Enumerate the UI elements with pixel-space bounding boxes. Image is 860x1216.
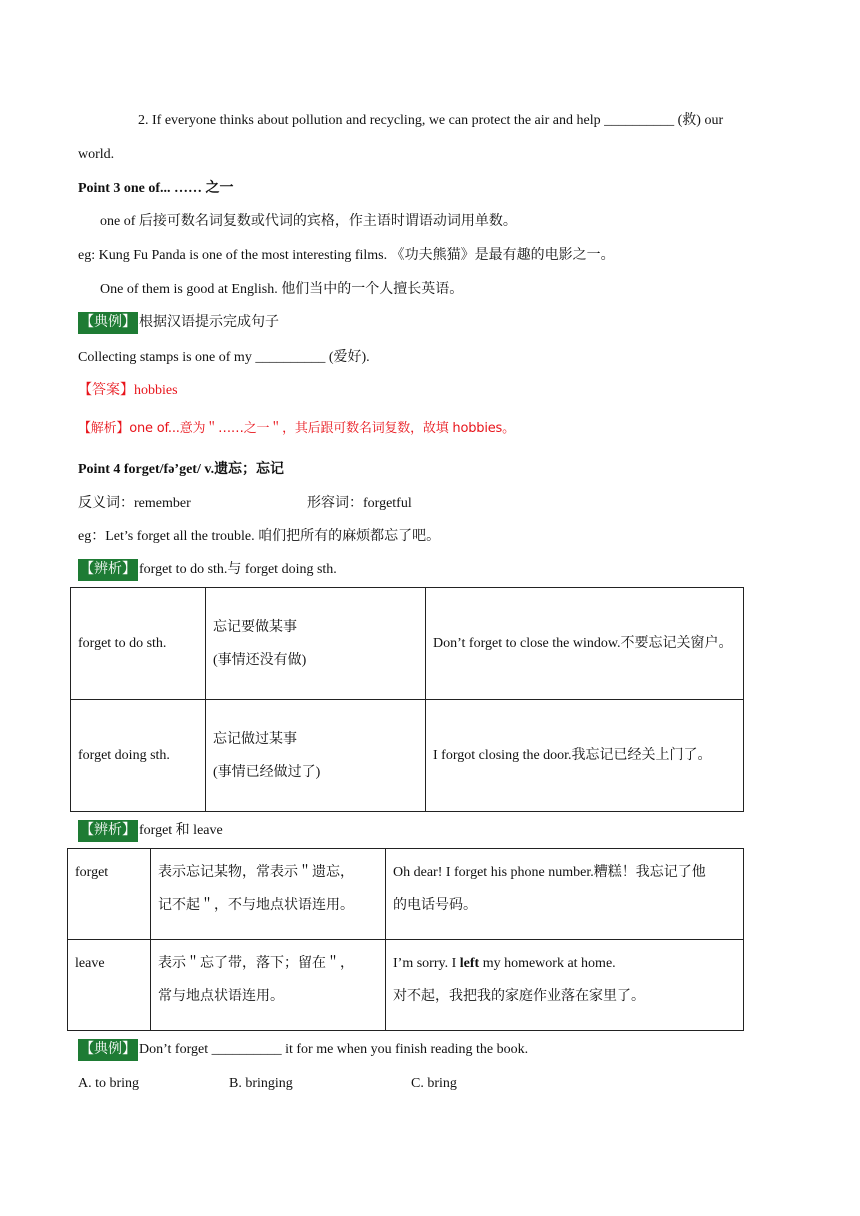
example-tag: 【典例】 [78, 312, 138, 334]
table-cell-meaning [206, 700, 426, 812]
table-cell-example: I forgot closing the door.我忘记已经关上门了。 [426, 700, 744, 812]
table-row [71, 700, 744, 812]
example-text: my homework at home. [479, 956, 616, 971]
table-cell-example [386, 849, 744, 940]
item2-line2: world. [78, 147, 115, 162]
forget-leave-table [67, 848, 744, 1031]
table-cell-example [386, 940, 744, 1031]
meaning-line: 常与地点状语连用。 [158, 989, 284, 1004]
example-tag: 【典例】 [78, 1039, 138, 1061]
meaning-line: (事情已经做过了) [213, 764, 321, 780]
example-line [393, 947, 736, 980]
table-cell-meaning [151, 849, 386, 940]
point4-eg: eg：Let’s forget all the trouble. 咱们把所有的麻烦都忘了吧。 [78, 529, 441, 544]
table-row [71, 588, 744, 700]
example-text: I’m sorry. I [393, 956, 460, 971]
item2-line1: 2. If everyone thinks about pollution and recycling, we can protect the air and help __________ (救) our [138, 113, 724, 128]
point3-note: one of 后接可数名词复数或代词的宾格，作主语时谓语动词用单数。 [100, 214, 517, 229]
point3-example-question: Collecting stamps is one of my __________ (爱好). [78, 350, 370, 365]
example-question: Don’t forget __________ it for me when you finish reading the book. [139, 1042, 529, 1057]
bianxi-tag: 【辨析】 [78, 559, 138, 581]
bianxi-tag: 【辨析】 [78, 820, 138, 842]
table-cell-meaning [151, 940, 386, 1031]
table-row [68, 940, 744, 1031]
table-cell-term: forget doing sth. [71, 700, 206, 812]
table-cell-meaning [206, 588, 426, 700]
option-b: B. bringing [229, 1076, 293, 1091]
example-instruction: 根据汉语提示完成句子 [139, 315, 279, 330]
table-row [68, 849, 744, 940]
meaning-line: 记不起＂，不与地点状语连用。 [158, 898, 354, 913]
bianxi2-heading [78, 820, 223, 842]
answer-tag: 【答案】 [78, 383, 134, 398]
table-cell-example: Don’t forget to close the window.不要忘记关窗户。 [426, 588, 744, 700]
meaning-line: (事情还没有做) [213, 652, 307, 668]
meaning-line: 忘记要做某事 [213, 619, 297, 635]
point4-antonym: 反义词：remember [78, 496, 191, 511]
point4-adjective: 形容词：forgetful [307, 496, 412, 511]
meaning-line: 表示＂忘了带，落下；留在＂， [158, 956, 354, 971]
bianxi2-title: forget 和 leave [139, 823, 223, 838]
point4-example [78, 1039, 528, 1061]
example-line: 的电话号码。 [393, 898, 477, 913]
answer-text: hobbies [134, 383, 178, 398]
point3-eg2: One of them is good at English. 他们当中的一个人擅长英语。 [100, 282, 464, 297]
option-a: A. to bring [78, 1076, 140, 1091]
point3-example [78, 312, 279, 334]
table-cell-term: forget to do sth. [71, 588, 206, 700]
point3-eg1: eg: Kung Fu Panda is one of the most interesting films. 《功夫熊猫》是最有趣的电影之一。 [78, 248, 615, 263]
table-cell-term: forget [68, 849, 151, 940]
example-bold-word: left [459, 956, 480, 971]
bianxi1-heading [78, 559, 337, 581]
meaning-line: 表示忘记某物，常表示＂遗忘， [158, 865, 354, 880]
point3-analysis: 【解析】one of...意为＂……之一＂，其后跟可数名词复数，故填 hobbies。 [78, 421, 515, 436]
example-line: Oh dear! I forget his phone number.糟糕！我忘记了他 [393, 865, 706, 880]
bianxi1-title: forget to do sth.与 forget doing sth. [139, 562, 337, 577]
forget-to-do-table [70, 587, 744, 812]
meaning-line: 忘记做过某事 [213, 731, 297, 747]
point4-title: Point 4 forget/fə’get/ v.遗忘；忘记 [78, 462, 285, 477]
option-c: C. bring [411, 1076, 457, 1091]
point3-answer [78, 382, 178, 400]
point3-title: Point 3 one of... …… 之一 [78, 181, 234, 196]
table-cell-term: leave [68, 940, 151, 1031]
example-line: 对不起，我把我的家庭作业落在家里了。 [393, 989, 645, 1004]
